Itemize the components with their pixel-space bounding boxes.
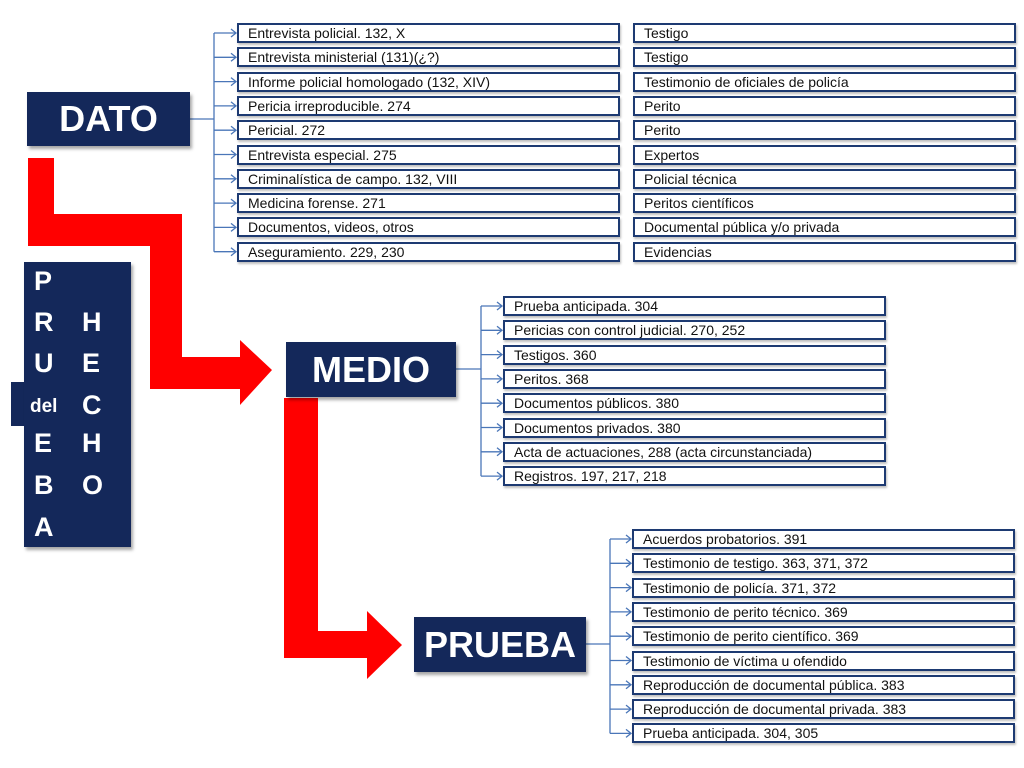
list-item: Evidencias: [633, 242, 1016, 262]
letter-o: O: [82, 470, 104, 500]
list-item: Testigos. 360: [503, 345, 886, 365]
list-item: Documental pública y/o privada: [633, 217, 1016, 237]
list-item: Perito: [633, 120, 1016, 140]
list-item: Policial técnica: [633, 169, 1016, 189]
list-item: Entrevista especial. 275: [237, 145, 620, 165]
medio-box: MEDIO: [286, 342, 456, 397]
letter-e: E: [34, 428, 53, 458]
list-item: Pericias con control judicial. 270, 252: [503, 320, 886, 340]
list-item: Aseguramiento. 229, 230: [237, 242, 620, 262]
list-item: Reproducción de documental privada. 383: [632, 699, 1015, 719]
prueba-del-hecho-box: [24, 262, 131, 547]
dato-box: DATO: [27, 92, 190, 146]
letter-h2: H: [82, 428, 102, 458]
list-item: Pericia irreproducible. 274: [237, 96, 620, 116]
list-item: Reproducción de documental pública. 383: [632, 675, 1015, 695]
letter-b: B: [34, 470, 54, 500]
list-item: Medicina forense. 271: [237, 193, 620, 213]
list-item: Peritos. 368: [503, 369, 886, 389]
list-item: Entrevista ministerial (131)(¿?): [237, 47, 620, 67]
list-item: Testimonio de perito científico. 369: [632, 626, 1015, 646]
list-item: Registros. 197, 217, 218: [503, 466, 886, 486]
list-item: Acuerdos probatorios. 391: [632, 529, 1015, 549]
list-item: Acta de actuaciones, 288 (acta circunstanciada): [503, 442, 886, 462]
list-item: Criminalística de campo. 132, VIII: [237, 169, 620, 189]
list-item: Testigo: [633, 47, 1016, 67]
list-item: Entrevista policial. 132, X: [237, 23, 620, 43]
list-item: Pericial. 272: [237, 120, 620, 140]
letter-u: U: [34, 348, 54, 378]
list-item: Documentos, videos, otros: [237, 217, 620, 237]
letter-c: C: [82, 390, 102, 420]
letter-h: H: [82, 307, 102, 337]
list-item: Informe policial homologado (132, XIV): [237, 72, 620, 92]
list-item: Expertos: [633, 145, 1016, 165]
del-label: del: [30, 396, 58, 417]
list-item: Perito: [633, 96, 1016, 116]
list-item: Prueba anticipada. 304, 305: [632, 723, 1015, 743]
list-item: Testimonio de oficiales de policía: [633, 72, 1016, 92]
list-item: Peritos científicos: [633, 193, 1016, 213]
list-item: Documentos privados. 380: [503, 418, 886, 438]
list-item: Documentos públicos. 380: [503, 393, 886, 413]
list-item: Testimonio de policía. 371, 372: [632, 578, 1015, 598]
list-item: Testimonio de testigo. 363, 371, 372: [632, 553, 1015, 573]
list-item: Prueba anticipada. 304: [503, 296, 886, 316]
letter-e2: E: [82, 348, 101, 378]
list-item: Testimonio de víctima u ofendido: [632, 651, 1015, 671]
list-item: Testimonio de perito técnico. 369: [632, 602, 1015, 622]
letter-a: A: [34, 512, 54, 542]
letter-r: R: [34, 307, 54, 337]
list-item: Testigo: [633, 23, 1016, 43]
letter-p: P: [34, 266, 53, 296]
prueba-box: PRUEBA: [414, 617, 586, 672]
